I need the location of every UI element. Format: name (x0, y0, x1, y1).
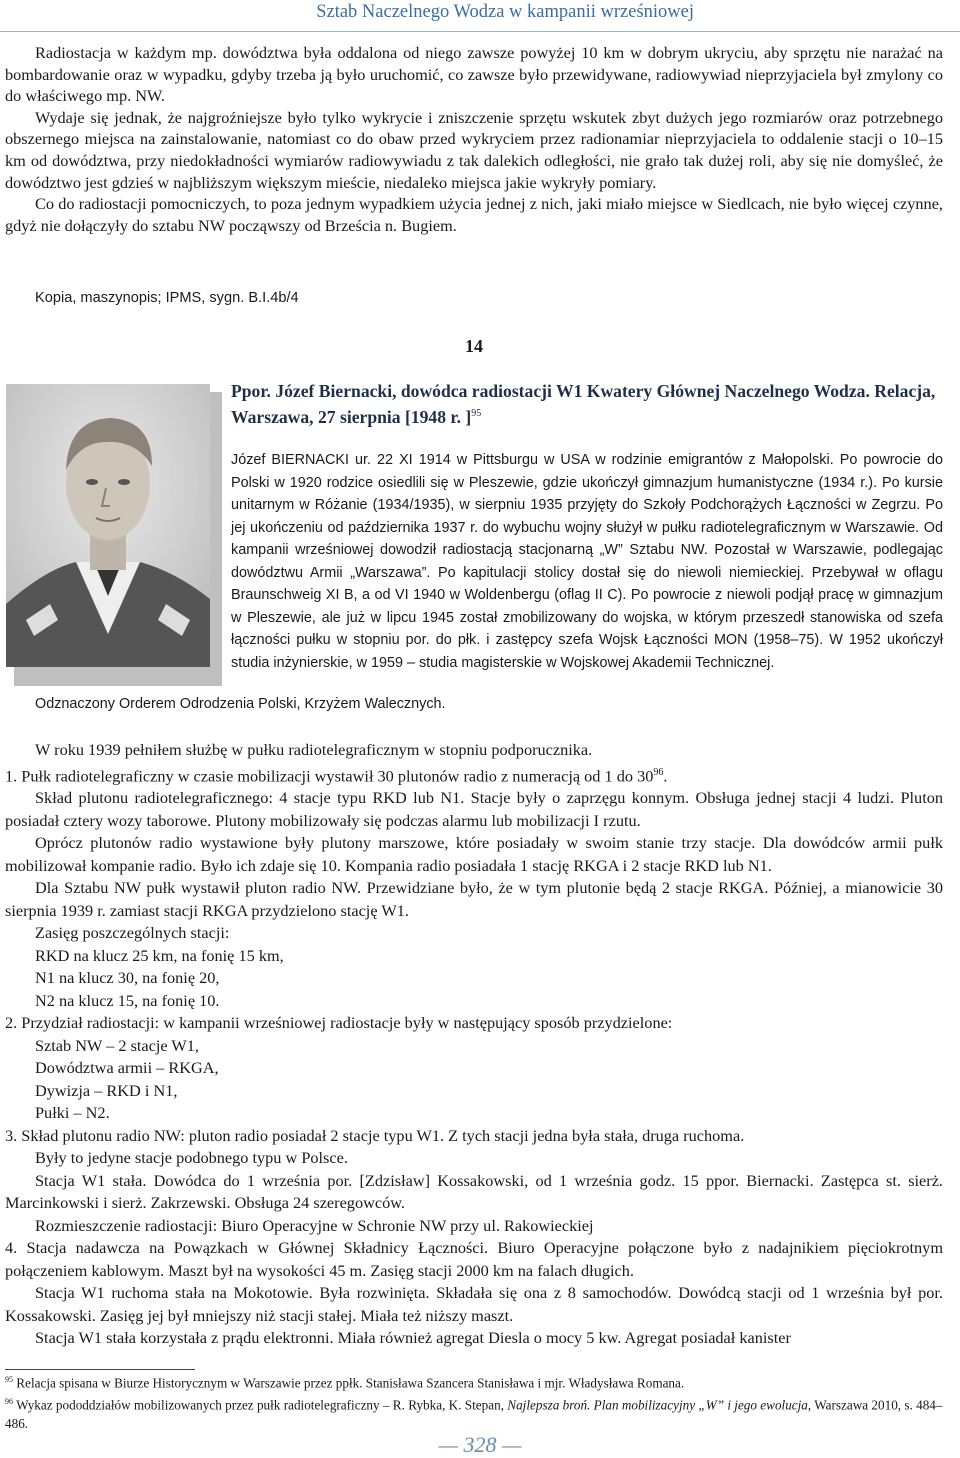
footnote-rule (5, 1369, 195, 1370)
paragraph: Stacja W1 stała. Dowódca do 1 września por. [Zdzisław] Kossakowski, od 1 września godz. 15 ppor. Biernacki. Zastępca st. sierż. Marcinkowski i sierż. Zakrzewski. Obsługa 24 szeregowców. (5, 1170, 943, 1213)
list-item: Sztab NW – 2 stacje W1, (35, 1035, 199, 1055)
range-list (5, 922, 943, 1012)
page-number: — 328 — (438, 1432, 522, 1457)
footnotes (5, 1371, 943, 1433)
biography: Józef BIERNACKI ur. 22 XI 1914 w Pittsburgu w USA w rodzinie emigrantów z Małopolski. Po powrocie do Polski w 1920 rodzice osiedlili się w Pleszewie, gdzie ukończył gimnazjum humanistyczne (1934 r.). Po kursie unitarnym w Różanie (1934/1935), w sierpniu 1935 przyjęty do Szkoły Podchorążych Łączności w Zegrzu. Po jej ukończeniu od października 1937 r. do wybuchu wojny służył w pułku radiotelegraficznym w Warszawie. Od kampanii wrześniowej dowodził radiostacją stacjonarną „W” Sztabu NW. Pozostał w Warszawie, podlegając dowództwu Armii „Warszawa”. Po kapitulacji stolicy dostał się do niewoli niemieckiej. Przebywał w oflagu Braunschweig XI B, a od VI 1940 w Woldenbergu (oflag II C). Po powrocie z niewoli podjął pracę w gimnazjum w Pleszewie, ale już w lipcu 1945 został zmobilizowany do wojska, w którym przeszedł stanowiska od szefa łączności pułku w stopniu por. do płk. i zastępcy szefa Wojsk Łączności MON (1958–75). W 1952 ukończył studia inżynierskie, w 1959 – studia magisterskie w Wojskowej Akademii Technicznej. (231, 452, 943, 671)
paragraph: Rozmieszczenie radiostacji: Biuro Operacyjne w Schronie NW przy ul. Rakowieckiej (35, 1215, 594, 1235)
biography-last-line: Odznaczony Orderem Odrodzenia Polski, Krzyżem Walecznych. (35, 696, 446, 712)
list-item: Pułki – N2. (35, 1103, 110, 1123)
paragraph: Stacja W1 ruchoma stała na Mokotowie. Była rozwinięta. Składała się ona z 8 samochodów. Dowódcą stacji od 1 września był por. Kossakowski. Zasięg jej był mniejszy niż stacji stałej. Miała też niższy maszt. (5, 1283, 943, 1325)
paragraph: 1. Pułk radiotelegraficzny w czasie mobilizacji wystawił 30 plutonów radio z numeracją od 1 do $30^{96}$. (5, 765, 668, 785)
list-item: Dywizja – RKD i N1, (35, 1080, 178, 1100)
person-photo-icon (6, 384, 210, 667)
portrait-photo (6, 384, 210, 667)
paragraph: W roku 1939 pełniłem służbę w pułku radiotelegraficznym w stopniu podporucznika. (35, 740, 593, 759)
paragraph: Były to jedyne stacje podobnego typu w Polsce. (35, 1148, 348, 1168)
paragraph: Dla Sztabu NW pułk wystawił pluton radio NW. Przewidziane było, że w tym plutonie będą 2 stacje RKGA. Później, a mianowicie 30 sierpnia 1939 r. zamiast stacji RKGA przydzielono stację W1. (5, 878, 943, 920)
main-text (5, 739, 943, 1350)
paragraph: Co do radiostacji pomocniczych, to poza jednym wypadkiem użycia jednej z nich, jaki miało miejsce w Siedlcach, nie było więcej czynne, gdyż nie dołączyły do sztabu NW począwszy od Brześcia n. Bugiem. (5, 194, 943, 235)
list-item: N1 na klucz 30, na fonię 20, (35, 968, 220, 988)
running-header: Sztab Naczelnego Wodza w kampanii wrześniowej (316, 2, 694, 22)
paragraph: Skład plutonu radiotelegraficznego: 4 stacje typu RKD lub N1. Stacje były o zaprzęgu konnym. Obsługa jednej stacji 4 ludzi. Pluton posiadał cztery wozy taborowe. Plutony mobilizowały się podczas alarmu lub mobilizacji I rzutu. (5, 788, 943, 830)
list-item: Zasięg poszczególnych stacji: (35, 923, 230, 943)
header-rule (0, 31, 960, 32)
assignment-list (5, 1035, 943, 1125)
paragraph: 4. Stacja nadawcza na Powązkach w Głównej Składnicy Łączności. Biuro Operacyjne połączone było z nadajnikiem pięciokrotnym połączeniem kablowym. Maszt był na wysokości 45 m. Zasięg stacji 2000 km na falach długich. (5, 1238, 943, 1280)
footnote-ref: 96 (653, 766, 664, 778)
paragraph: 2. Przydział radiostacji: w kampanii wrześniowej radiostacje były w następujący sposób przydzielone: (5, 1013, 673, 1033)
paragraph: Radiostacja w każdym mp. dowództwa była oddalona od niego zawsze powyżej 10 km w dobrym ukryciu, aby sprzętu nie narażać na bombardowanie oraz w wypadku, gdyby trzeba ją było uruchomić, co zawsze było przewidywane, radiowywiad nieprzyjaciela był zmylony co do właściwego mp. NW. (5, 43, 943, 106)
paragraph: Wydaje się jednak, że najgroźniejsze było tylko wykrycie i zniszczenie sprzętu wskutek zbyt dużych jego rozmiarów oraz potrzebnego obszernego miejsca na zainstalowanie, natomiast co do obaw przed wykryciem przez radionamiar nieprzyjaciela to oddalenie stacji o 10–15 km od dowództwa, przy niedokładności wymiarów radiowywiadu z tak dalekich odległości, nie grało tak dużej roli, aby się nie domyśleć, że dowództwo jest gdzieś w najbliższym większym mieście, niedaleko miejsca jakie wykryły pomiary. (5, 107, 943, 192)
footnote-96: $^{96}$ Wykaz pododdziałów mobilizowanych przez pułk radiotelegraficzny – R. Rybka, K. Stepan, Najlepsza broń. Plan mobilizacyjny „W” i jego ewolucja, Warszawa 2010, s. 484–486. (5, 1396, 943, 1431)
paragraph: Stacja W1 stała korzystała z prądu elektronni. Miała również agregat Diesla o mocy 5 kw. Agregat posiadał kanister (35, 1328, 791, 1348)
footnote-95: $^{95}$ Relacja spisana w Biurze Historycznym w Warszawie przez ppłk. Stanisława Szancera Stanisława i mjr. Władysława Romana. (5, 1375, 685, 1391)
list-item: N2 na klucz 15, na fonię 10. (35, 990, 220, 1010)
document-number: 14 (465, 336, 483, 356)
top-text (5, 42, 943, 236)
document-heading: Ppor. Józef Biernacki, dowódca radiostacji W1 Kwatery Głównej Naczelnego Wodza. Relacja, Warszawa, 27 sierpnia [1948 r. ]$^{95}$ (231, 381, 936, 427)
source-note: Kopia, maszynopis; IPMS, sygn. B.I.4b/4 (35, 290, 299, 306)
paragraph: Oprócz plutonów radio wystawione były plutony marszowe, które posiadały w swoim stanie trzy stacje. Dla dowódców armii pułk mobilizował kompanie radio. Było ich zdaje się 10. Kompania radio posiadała 1 stację RKGA i 2 stacje RKD lub N1. (5, 833, 943, 875)
list-item: RKD na klucz 25 km, na fonię 15 km, (35, 945, 284, 965)
footnote-ref: 95 (471, 407, 482, 419)
paragraph: 3. Skład plutonu radio NW: pluton radio posiadał 2 stacje typu W1. Z tych stacji jedna była stała, druga ruchoma. (5, 1125, 745, 1145)
list-item: Dowództwa armii – RKGA, (35, 1058, 219, 1078)
